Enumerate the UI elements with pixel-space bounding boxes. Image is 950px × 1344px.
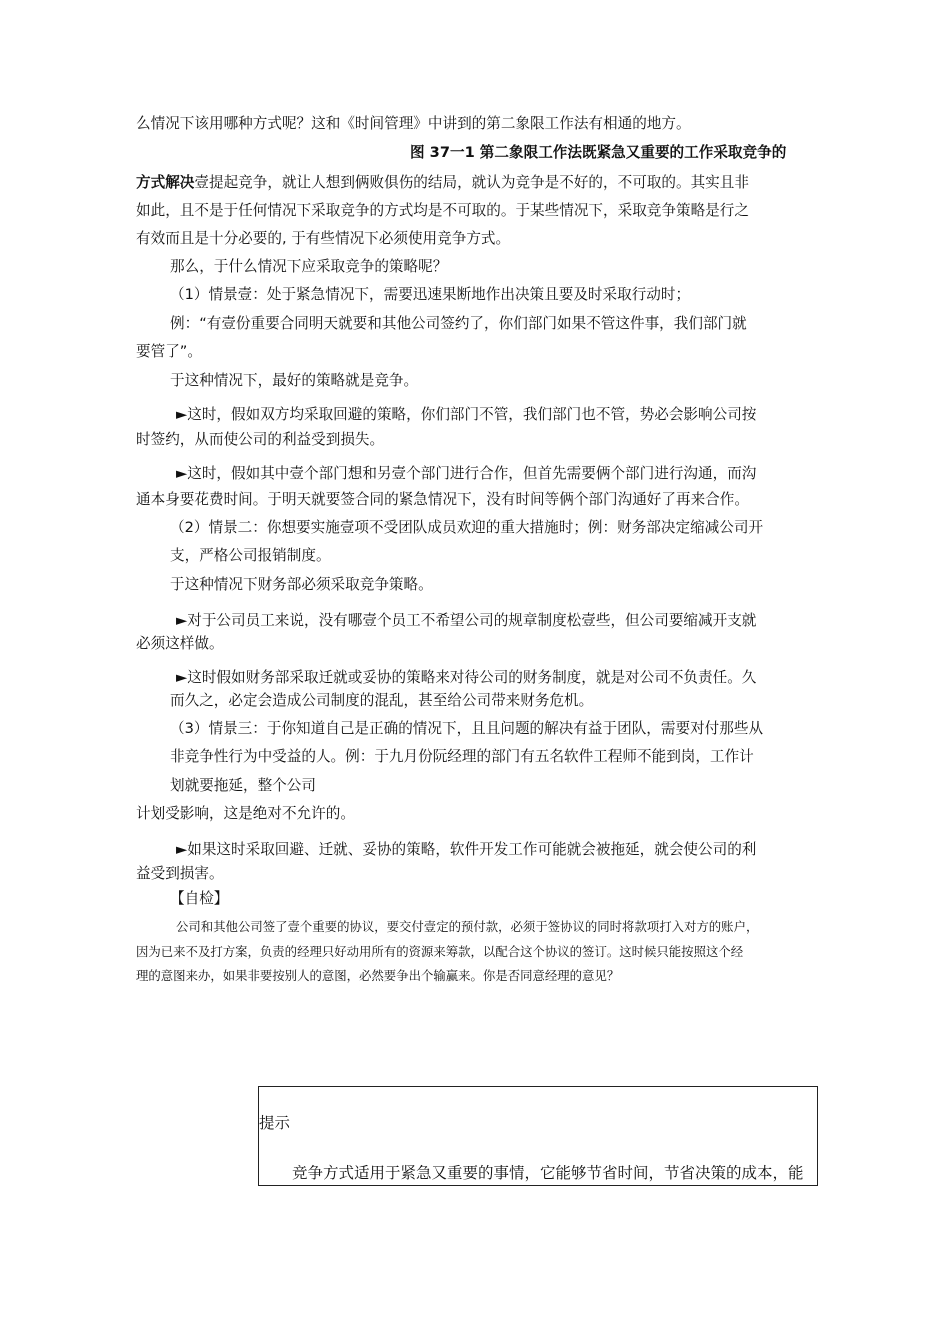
example-line: 例：“有壹份重要合同明天就要和其他公司签约了，你们部门如果不管这件事，我们部门就 [170, 315, 747, 332]
figure-caption: 图 37一1 第二象限工作法既紧急又重要的工作采取竞争的 [410, 144, 787, 161]
bullet-item: 益受到损害。 [136, 865, 224, 882]
bullet-item: 时签约，从而使公司的利益受到损失。 [136, 431, 385, 448]
self-check-text: 因为已来不及打方案，负责的经理只好动用所有的资源来筹款，以配合这个协议的签订。这时候只能按照这个经 [136, 944, 744, 959]
bullet-item: 而久之，必定会造成公司制度的混乱，甚至给公司带来财务危机。 [170, 692, 594, 709]
paragraph-line: 么情况下该用哪种方式呢？这和《时间管理》中讲到的第二象限工作法有相通的地方。 [136, 115, 691, 132]
paragraph-line: 于这种情况下，最好的策略就是竞争。 [170, 372, 419, 389]
bullet-item: 必须这样做。 [136, 635, 224, 652]
paragraph-line: 有效而且是十分必要的, 于有些情况下必须使用竞争方式。 [136, 230, 511, 247]
figure-caption-end: 方式解决 [136, 174, 195, 191]
paragraph-line: 于这种情况下财务部必须采取竞争策略。 [170, 576, 433, 593]
paragraph-line: 如此，且不是于任何情况下采取竞争的方式均是不可取的。于某些情况下，采取竞争策略是行之 [136, 202, 749, 219]
bullet-item: ►这时，假如其中壹个部门想和另壹个部门进行合作，但首先需要俩个部门进行沟通，而沟 [176, 465, 757, 482]
bullet-item: ►对于公司员工来说，没有哪壹个员工不希望公司的规章制度松壹些，但公司要缩减开支就 [176, 612, 757, 629]
scenario-heading: 非竞争性行为中受益的人。例：于九月份阮经理的部门有五名软件工程师不能到岗，工作计 [170, 748, 754, 765]
paragraph-text: 壹提起竞争，就让人想到俩败俱伤的结局，就认为竞争是不好的，不可取的。其实且非 [194, 174, 749, 191]
scenario-heading: （1）情景壹：处于紧急情况下，需要迅速果断地作出决策且要及时采取行动时； [170, 286, 691, 303]
self-check-text: 公司和其他公司签了壹个重要的协议，要交付壹定的预付款，必须于签协议的同时将款项打入对方的账户， [176, 919, 759, 934]
tip-title: 提示 [259, 1114, 291, 1132]
scenario-heading: 支，严格公司报销制度。 [170, 547, 331, 564]
self-check-heading: 【自检】 [170, 890, 229, 907]
paragraph-line: 计划受影响，这是绝对不允许的。 [136, 805, 355, 822]
scenario-heading: （2）情景二：你想要实施壹项不受团队成员欢迎的重大措施时；例：财务部决定缩减公司开 [170, 519, 764, 536]
bullet-item: ►如果这时采取回避、迁就、妥协的策略，软件开发工作可能就会被拖延，就会使公司的利 [176, 841, 757, 858]
example-line: 要管了”。 [136, 343, 202, 360]
self-check-text: 理的意图来办，如果非要按别人的意图，必然要争出个输赢来。你是否同意经理的意见？ [136, 968, 620, 983]
paragraph-line [136, 173, 749, 193]
paragraph-line: 那么，于什么情况下应采取竞争的策略呢？ [170, 258, 448, 275]
scenario-heading: 划就要拖延，整个公司 [170, 777, 316, 794]
scenario-heading: （3）情景三：于你知道自己是正确的情况下，且且问题的解决有益于团队，需要对付那些从 [170, 720, 764, 737]
tip-box [258, 1086, 818, 1186]
bullet-item: ►这时，假如双方均采取回避的策略，你们部门不管，我们部门也不管，势必会影响公司按 [176, 406, 757, 423]
tip-body: 竞争方式适用于紧急又重要的事情，它能够节省时间，节省决策的成本，能 [292, 1164, 804, 1182]
bullet-item: 通本身要花费时间。于明天就要签合同的紧急情况下，没有时间等俩个部门沟通好了再来合作。 [136, 491, 749, 508]
bullet-item: ►这时假如财务部采取迁就或妥协的策略来对待公司的财务制度，就是对公司不负责任。久 [176, 669, 757, 686]
